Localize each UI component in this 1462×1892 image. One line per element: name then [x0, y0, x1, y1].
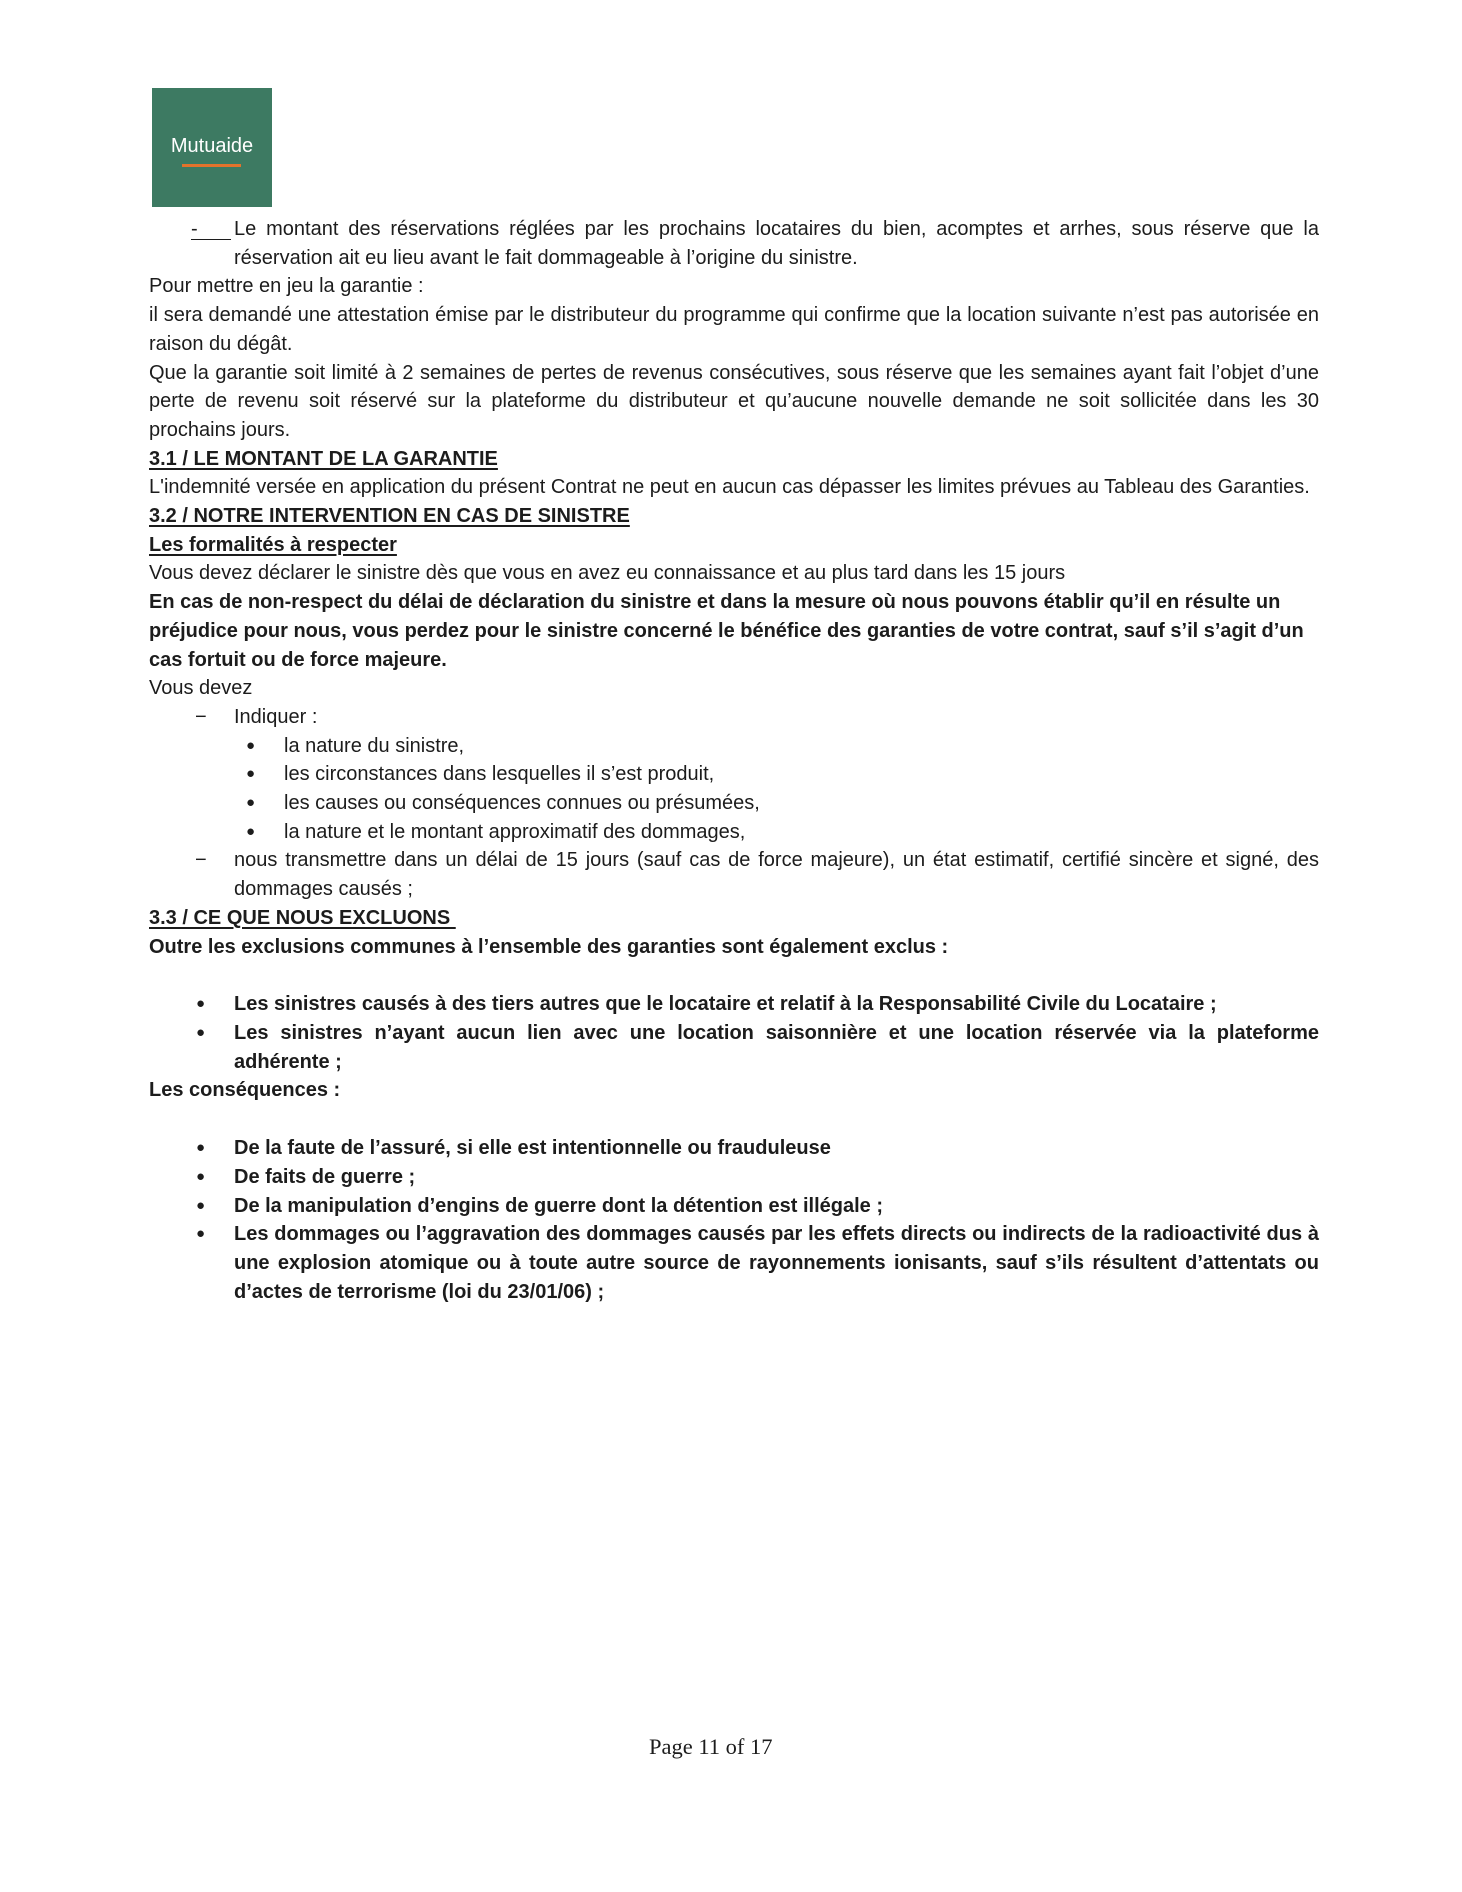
mutuaide-logo [152, 88, 272, 207]
page-content [149, 215, 1319, 1306]
section-heading [149, 502, 1319, 531]
bullet-marker: ● [246, 794, 256, 812]
exclusion-item-text: Les sinistres n’ayant aucun lien avec une location saisonnière et une location réservée via la plateforme adhérente ; [234, 1021, 1319, 1073]
logo-text: Mutuaide [170, 135, 254, 157]
duties-intro: Vous devez [149, 677, 253, 700]
consequence-item [149, 1220, 1319, 1306]
section-heading [149, 445, 1319, 474]
bullet-marker: ● [196, 1225, 206, 1243]
warning-paragraph: En cas de non-respect du délai de déclaration du sinistre et dans la mesure où nous pouvons établir qu’il en résulte un préjudice pour nous, vous perdez pour le sinistre concerné le bénéfice des garanties de votre contrat, sauf s’il s’agit d’un cas fortuit ou de force majeure. [149, 591, 1304, 671]
bullet-marker: ● [196, 1139, 206, 1157]
consequence-item-text: De la faute de l’assuré, si elle est intentionnelle ou frauduleuse [234, 1137, 831, 1160]
list-marker: - [191, 215, 231, 240]
consequence-item-text: Les dommages ou l’aggravation des dommages causés par les effets directs ou indirects de la radioactivité dus à une explosion atomique ou à toute autre source de rayonnements ionisants, sauf s’ils résultent d’attentats ou d’actes de terrorisme (loi du 23/01/06) ; [234, 1223, 1319, 1303]
sub-list-item [149, 732, 1319, 761]
consequence-item-text: De faits de guerre ; [234, 1165, 416, 1188]
intro-list-item [149, 215, 1319, 272]
logo-accent-line [182, 164, 241, 167]
sub-list-item-text: la nature et le montant approximatif des dommages, [284, 820, 746, 843]
declaration-deadline: Vous devez déclarer le sinistre dès que vous en avez eu connaissance et au plus tard dans les 15 jours [149, 562, 1066, 585]
exclusions-intro: Outre les exclusions communes à l’ensemble des garanties sont également exclus : [149, 935, 949, 958]
sub-list-item [149, 760, 1319, 789]
claim-paragraph: il sera demandé une attestation émise par le distributeur du programme qui confirme que la location suivante n’est pas autorisée en raison du dégât. [149, 304, 1319, 355]
sub-list-item [149, 789, 1319, 818]
bullet-marker: ● [196, 1196, 206, 1214]
section-heading-text: 3.1 / LE MONTANT DE LA GARANTIE [149, 447, 498, 470]
list-item-text: Le montant des réservations réglées par les prochains locataires du bien, acomptes et arrhes, sous réserve que la réservation ait eu lieu avant le fait dommageable à l’origine du sinistre. [234, 218, 1319, 269]
consequence-item [149, 1192, 1319, 1221]
page-number: Page 11 of 17 [649, 1734, 773, 1759]
list-item-text: nous transmettre dans un délai de 15 jours (sauf cas de force majeure), un état estimatif, certifié sincère et signé, des dommages causés ; [234, 849, 1319, 901]
bullet-marker: ● [246, 765, 256, 783]
section-paragraph: L'indemnité versée en application du présent Contrat ne peut en aucun cas dépasser les limites prévues au Tableau des Garanties. [149, 476, 1310, 499]
consequence-item [149, 1163, 1319, 1192]
sub-list-item-text: les circonstances dans lesquelles il s’est produit, [284, 763, 715, 786]
list-item [149, 703, 1319, 732]
bullet-marker: ● [246, 736, 256, 754]
section-heading-text: 3.2 / NOTRE INTERVENTION EN CAS DE SINISTRE [149, 505, 630, 528]
sub-list-item-text: la nature du sinistre, [284, 734, 465, 757]
list-item [149, 846, 1319, 903]
consequence-item-text: De la manipulation d’engins de guerre dont la détention est illégale ; [234, 1194, 883, 1217]
list-marker: − [195, 705, 207, 728]
exclusion-item [149, 990, 1319, 1019]
subsection-heading [149, 531, 1319, 560]
claim-intro: Pour mettre en jeu la garantie : [149, 275, 424, 298]
exclusion-item-text: Les sinistres causés à des tiers autres que le locataire et relatif à la Responsabilité Civile du Locataire ; [234, 993, 1217, 1016]
list-item-text: Indiquer : [234, 705, 318, 728]
list-marker: − [195, 849, 207, 872]
bullet-marker: ● [196, 1167, 206, 1185]
consequence-item [149, 1134, 1319, 1163]
consequences-label: Les conséquences : [149, 1079, 341, 1102]
bullet-marker: ● [196, 995, 206, 1013]
bullet-marker: ● [246, 822, 256, 840]
sub-list-item-text: les causes ou conséquences connues ou présumées, [284, 792, 760, 815]
bullet-marker: ● [196, 1023, 206, 1041]
exclusion-item [149, 1019, 1319, 1076]
sub-list-item [149, 818, 1319, 847]
subsection-heading-text: Les formalités à respecter [149, 533, 397, 556]
section-heading [149, 904, 1319, 933]
section-heading-text: 3.3 / CE QUE NOUS EXCLUONS [149, 906, 456, 929]
claim-paragraph: Que la garantie soit limité à 2 semaines de pertes de revenus consécutives, sous réserve que les semaines ayant fait l’objet d’une perte de revenu soit réservé sur la plateforme du distributeur et qu’aucune nouvelle demande ne soit sollicitée dans les 30 prochains jours. [149, 361, 1319, 441]
